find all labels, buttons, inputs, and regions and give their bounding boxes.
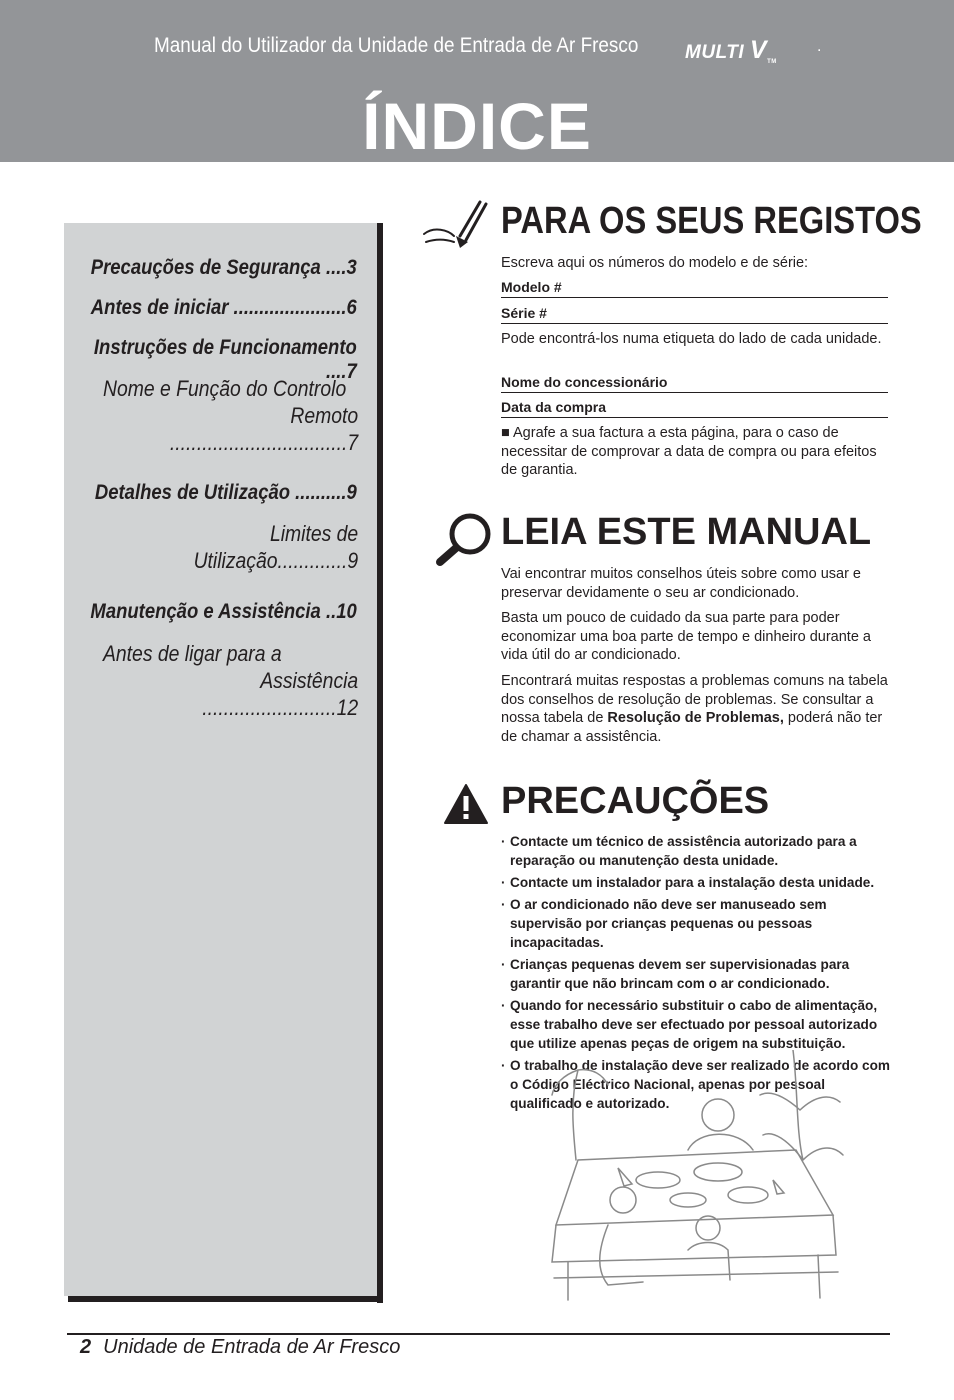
- header-banner: [0, 0, 954, 162]
- brand-word: MULTI: [685, 42, 745, 63]
- toc-item-assistencia-line1: Antes de ligar para a: [103, 641, 282, 666]
- list-item: · Contacte um instalador para a instalação desta unidade.: [501, 873, 893, 892]
- toc-item-detalhes[interactable]: Detalhes de Utilização ..........9: [94, 481, 357, 504]
- leia-p3-a: Encontrará muitas respostas a problemas comuns na tabela dos conselhos de resolução de problemas. Se consultar a nossa tabela de: [501, 673, 888, 726]
- list-item: · O trabalho de instalação deve ser realizado de acordo com o Código Eléctrico Nacional, apenas por pessoal qualificado e autorizado.: [501, 1056, 893, 1113]
- toc-item-assistencia[interactable]: [103, 640, 358, 721]
- picnic-illustration: [548, 1050, 848, 1310]
- concessionario-field: Nome do concessionário: [501, 374, 888, 393]
- registos-note: Pode encontrá-los numa etiqueta do lado de cada unidade.: [501, 331, 882, 347]
- footer-rule: [67, 1333, 890, 1335]
- manual-subtitle: Manual do Utilizador da Unidade de Entrada de Ar Fresco: [154, 34, 639, 57]
- modelo-field: Modelo #: [501, 279, 888, 298]
- square-bullet-icon: ■: [501, 425, 510, 441]
- list-item: · O ar condicionado não deve ser manuseado sem supervisão por crianças pequenas ou pessoas incapacitadas.: [501, 895, 893, 952]
- toc-item-antes-iniciar[interactable]: Antes de iniciar ......................6: [90, 296, 357, 319]
- toc-item-manutencao[interactable]: Manutenção e Assistência ..10: [90, 600, 357, 623]
- leia-paragraph-3: [501, 672, 891, 746]
- toc-item-precaucoes[interactable]: Precauções de Segurança ....3: [90, 256, 357, 279]
- serie-field: Série #: [501, 305, 888, 324]
- page-footer: [80, 1336, 400, 1359]
- brand-v: V: [749, 36, 768, 64]
- leia-p3-b: poderá não ter de chamar a assistência.: [501, 710, 883, 745]
- pen-icon: [420, 196, 494, 254]
- list-item: · Crianças pequenas devem ser supervisionadas para garantir que não brincam com o ar condicionado.: [501, 955, 893, 993]
- footer-text: Unidade de Entrada de Ar Fresco: [103, 1336, 401, 1358]
- toc-panel-shadow-right: [377, 223, 383, 1303]
- toc-panel-shadow-bottom: [68, 1296, 383, 1302]
- brand-tm: TM: [767, 59, 777, 65]
- toc-item-controlo-remoto-line2: Remoto .................................7: [169, 403, 359, 455]
- page-number: 2: [80, 1336, 92, 1358]
- agrafe-text: Agrafe a sua factura a esta página, para o caso de necessitar de comprovar a data de compra ou para efeitos de garantia.: [501, 425, 877, 478]
- registos-heading: PARA OS SEUS REGISTOS: [501, 200, 922, 242]
- multi-v-logo: [685, 36, 777, 65]
- brand-dot: .: [817, 38, 822, 55]
- data-compra-field: Data da compra: [501, 399, 888, 418]
- warning-icon: [442, 782, 490, 826]
- list-item: · Quando for necessário substituir o cabo de alimentação, esse trabalho deve ser efectuado por pessoal autorizado que utilize apenas peças de origem na substituição.: [501, 996, 893, 1053]
- toc-item-limites[interactable]: Limites de Utilização.............9: [193, 521, 359, 573]
- agrafe-note: [501, 424, 891, 480]
- registos-intro: Escreva aqui os números do modelo e de série:: [501, 255, 809, 271]
- leia-p3-bold: Resolução de Problemas,: [607, 710, 784, 726]
- leia-paragraph-1: Vai encontrar muitos conselhos úteis sobre como usar e preservar devidamente o seu ar condicionado.: [501, 566, 861, 601]
- toc-item-controlo-remoto[interactable]: [103, 375, 358, 456]
- list-item: · Contacte um técnico de assistência autorizado para a reparação ou manutenção desta unidade.: [501, 832, 893, 870]
- magnifier-icon: [432, 510, 496, 570]
- leia-paragraph-2: Basta um pouco de cuidado da sua parte para poder economizar uma boa parte de tempo e dinheiro durante a vida útil do ar condicionado.: [501, 610, 871, 663]
- leia-heading: LEIA ESTE MANUAL: [501, 511, 872, 553]
- precaucoes-heading: PRECAUÇÕES: [501, 780, 770, 822]
- page-title: ÍNDICE: [362, 89, 592, 163]
- toc-item-instrucoes[interactable]: Instruções de Funcionamento ....7: [93, 336, 357, 383]
- toc-item-assistencia-line2: Assistência .........................12: [202, 668, 359, 720]
- toc-item-controlo-remoto-line1: Nome e Função do Controlo: [103, 376, 347, 401]
